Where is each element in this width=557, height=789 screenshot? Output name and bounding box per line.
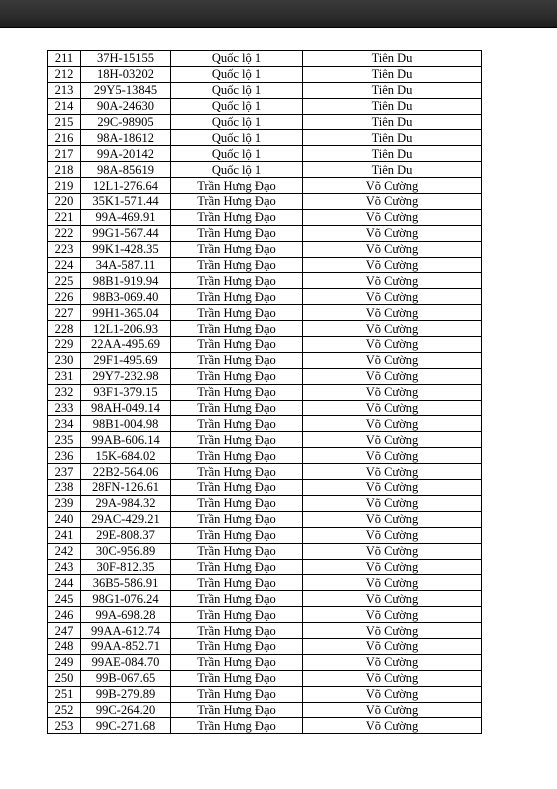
table-row (48, 98, 482, 114)
table-row (48, 670, 482, 686)
table-row (48, 225, 482, 241)
license-plate-cell: 99C-264.20 (81, 702, 171, 718)
road-name-cell: Trần Hưng Đạo (171, 559, 303, 575)
table-row (48, 702, 482, 718)
license-plate-cell: 98AH-049.14 (81, 400, 171, 416)
row-number-cell: 217 (48, 146, 81, 162)
area-name-cell: Tiên Du (303, 82, 482, 98)
row-number-cell: 241 (48, 527, 81, 543)
license-plate-cell: 37H-15155 (81, 51, 171, 67)
table-row (48, 321, 482, 337)
license-plate-cell: 22AA-495.69 (81, 337, 171, 353)
row-number-cell: 224 (48, 257, 81, 273)
road-name-cell: Trần Hưng Đạo (171, 194, 303, 210)
table-row (48, 416, 482, 432)
row-number-cell: 236 (48, 448, 81, 464)
road-name-cell: Trần Hưng Đạo (171, 480, 303, 496)
license-plate-cell: 98B1-919.94 (81, 273, 171, 289)
road-name-cell: Trần Hưng Đạo (171, 178, 303, 194)
road-name-cell: Quốc lộ 1 (171, 162, 303, 178)
license-plate-cell: 98B1-004.98 (81, 416, 171, 432)
table-row (48, 352, 482, 368)
license-plate-cell: 34A-587.11 (81, 257, 171, 273)
row-number-cell: 242 (48, 543, 81, 559)
row-number-cell: 225 (48, 273, 81, 289)
road-name-cell: Trần Hưng Đạo (171, 448, 303, 464)
road-name-cell: Trần Hưng Đạo (171, 511, 303, 527)
area-name-cell: Võ Cường (303, 194, 482, 210)
table-row (48, 527, 482, 543)
area-name-cell: Võ Cường (303, 352, 482, 368)
area-name-cell: Võ Cường (303, 432, 482, 448)
table-row (48, 432, 482, 448)
road-name-cell: Quốc lộ 1 (171, 82, 303, 98)
road-name-cell: Trần Hưng Đạo (171, 495, 303, 511)
license-plate-cell: 98A-18612 (81, 130, 171, 146)
license-plate-cell: 22B2-564.06 (81, 464, 171, 480)
license-plate-cell: 98A-85619 (81, 162, 171, 178)
row-number-cell: 228 (48, 321, 81, 337)
row-number-cell: 238 (48, 480, 81, 496)
road-name-cell: Trần Hưng Đạo (171, 337, 303, 353)
road-name-cell: Trần Hưng Đạo (171, 289, 303, 305)
table-row (48, 289, 482, 305)
road-name-cell: Quốc lộ 1 (171, 146, 303, 162)
road-name-cell: Trần Hưng Đạo (171, 527, 303, 543)
area-name-cell: Võ Cường (303, 368, 482, 384)
table-row (48, 51, 482, 67)
row-number-cell: 230 (48, 352, 81, 368)
table-row (48, 209, 482, 225)
table-row (48, 638, 482, 654)
table-row (48, 384, 482, 400)
table-row (48, 400, 482, 416)
area-name-cell: Võ Cường (303, 654, 482, 670)
row-number-cell: 249 (48, 654, 81, 670)
area-name-cell: Tiên Du (303, 162, 482, 178)
road-name-cell: Trần Hưng Đạo (171, 273, 303, 289)
road-name-cell: Trần Hưng Đạo (171, 209, 303, 225)
area-name-cell: Võ Cường (303, 495, 482, 511)
license-plate-cell: 99AA-612.74 (81, 623, 171, 639)
road-name-cell: Trần Hưng Đạo (171, 686, 303, 702)
road-name-cell: Quốc lộ 1 (171, 114, 303, 130)
license-plate-cell: 90A-24630 (81, 98, 171, 114)
license-plate-cell: 29F1-495.69 (81, 352, 171, 368)
road-name-cell: Trần Hưng Đạo (171, 654, 303, 670)
road-name-cell: Trần Hưng Đạo (171, 384, 303, 400)
area-name-cell: Võ Cường (303, 416, 482, 432)
license-plate-cell: 99H1-365.04 (81, 305, 171, 321)
road-name-cell: Trần Hưng Đạo (171, 464, 303, 480)
table-row (48, 82, 482, 98)
area-name-cell: Võ Cường (303, 178, 482, 194)
area-name-cell: Võ Cường (303, 448, 482, 464)
row-number-cell: 229 (48, 337, 81, 353)
license-plate-cell: 93F1-379.15 (81, 384, 171, 400)
table-row (48, 543, 482, 559)
road-name-cell: Trần Hưng Đạo (171, 638, 303, 654)
license-plate-cell: 98B3-069.40 (81, 289, 171, 305)
area-name-cell: Võ Cường (303, 527, 482, 543)
table-row (48, 178, 482, 194)
area-name-cell: Võ Cường (303, 305, 482, 321)
license-plate-cell: 30F-812.35 (81, 559, 171, 575)
area-name-cell: Võ Cường (303, 464, 482, 480)
row-number-cell: 231 (48, 368, 81, 384)
row-number-cell: 245 (48, 591, 81, 607)
area-name-cell: Võ Cường (303, 559, 482, 575)
table-row (48, 146, 482, 162)
road-name-cell: Trần Hưng Đạo (171, 352, 303, 368)
area-name-cell: Võ Cường (303, 670, 482, 686)
row-number-cell: 235 (48, 432, 81, 448)
road-name-cell: Trần Hưng Đạo (171, 321, 303, 337)
road-name-cell: Quốc lộ 1 (171, 66, 303, 82)
row-number-cell: 252 (48, 702, 81, 718)
row-number-cell: 234 (48, 416, 81, 432)
license-plate-cell: 99A-469.91 (81, 209, 171, 225)
table-row (48, 464, 482, 480)
area-name-cell: Võ Cường (303, 400, 482, 416)
license-plate-cell: 29Y5-13845 (81, 82, 171, 98)
table-row (48, 575, 482, 591)
row-number-cell: 253 (48, 718, 81, 734)
row-number-cell: 248 (48, 638, 81, 654)
area-name-cell: Võ Cường (303, 384, 482, 400)
area-name-cell: Võ Cường (303, 273, 482, 289)
license-plate-cell: 99B-279.89 (81, 686, 171, 702)
area-name-cell: Tiên Du (303, 66, 482, 82)
area-name-cell: Tiên Du (303, 114, 482, 130)
row-number-cell: 247 (48, 623, 81, 639)
row-number-cell: 233 (48, 400, 81, 416)
table-row (48, 607, 482, 623)
area-name-cell: Võ Cường (303, 623, 482, 639)
row-number-cell: 212 (48, 66, 81, 82)
license-plate-cell: 29Y7-232.98 (81, 368, 171, 384)
road-name-cell: Quốc lộ 1 (171, 98, 303, 114)
table-row (48, 257, 482, 273)
license-plate-cell: 98G1-076.24 (81, 591, 171, 607)
area-name-cell: Võ Cường (303, 257, 482, 273)
table-row (48, 241, 482, 257)
license-plate-cell: 99AA-852.71 (81, 638, 171, 654)
table-row (48, 559, 482, 575)
table-row (48, 162, 482, 178)
license-plate-cell: 12L1-206.93 (81, 321, 171, 337)
area-name-cell: Võ Cường (303, 607, 482, 623)
license-plate-cell: 29E-808.37 (81, 527, 171, 543)
row-number-cell: 239 (48, 495, 81, 511)
license-plate-cell: 12L1-276.64 (81, 178, 171, 194)
area-name-cell: Võ Cường (303, 225, 482, 241)
road-name-cell: Trần Hưng Đạo (171, 718, 303, 734)
table-row (48, 368, 482, 384)
row-number-cell: 244 (48, 575, 81, 591)
road-name-cell: Trần Hưng Đạo (171, 400, 303, 416)
license-plate-cell: 30C-956.89 (81, 543, 171, 559)
table-row (48, 654, 482, 670)
license-plate-cell: 99A-20142 (81, 146, 171, 162)
road-name-cell: Trần Hưng Đạo (171, 241, 303, 257)
table-row (48, 194, 482, 210)
road-name-cell: Trần Hưng Đạo (171, 607, 303, 623)
row-number-cell: 237 (48, 464, 81, 480)
license-plate-cell: 29C-98905 (81, 114, 171, 130)
table-row (48, 591, 482, 607)
license-plate-cell: 99K1-428.35 (81, 241, 171, 257)
row-number-cell: 226 (48, 289, 81, 305)
road-name-cell: Trần Hưng Đạo (171, 575, 303, 591)
area-name-cell: Võ Cường (303, 511, 482, 527)
viewer-top-bar (0, 0, 557, 28)
road-name-cell: Trần Hưng Đạo (171, 432, 303, 448)
table-row (48, 448, 482, 464)
license-plate-cell: 99G1-567.44 (81, 225, 171, 241)
license-plate-cell: 99A-698.28 (81, 607, 171, 623)
table-row (48, 623, 482, 639)
table-row (48, 273, 482, 289)
area-name-cell: Võ Cường (303, 480, 482, 496)
road-name-cell: Trần Hưng Đạo (171, 623, 303, 639)
area-name-cell: Võ Cường (303, 638, 482, 654)
row-number-cell: 250 (48, 670, 81, 686)
row-number-cell: 243 (48, 559, 81, 575)
road-name-cell: Trần Hưng Đạo (171, 368, 303, 384)
area-name-cell: Võ Cường (303, 289, 482, 305)
area-name-cell: Võ Cường (303, 337, 482, 353)
row-number-cell: 214 (48, 98, 81, 114)
license-plate-cell: 99B-067.65 (81, 670, 171, 686)
row-number-cell: 213 (48, 82, 81, 98)
row-number-cell: 223 (48, 241, 81, 257)
area-name-cell: Võ Cường (303, 718, 482, 734)
road-name-cell: Trần Hưng Đạo (171, 670, 303, 686)
road-name-cell: Trần Hưng Đạo (171, 543, 303, 559)
area-name-cell: Võ Cường (303, 591, 482, 607)
road-name-cell: Trần Hưng Đạo (171, 416, 303, 432)
row-number-cell: 221 (48, 209, 81, 225)
row-number-cell: 251 (48, 686, 81, 702)
license-plate-cell: 99C-271.68 (81, 718, 171, 734)
license-plate-cell: 29A-984.32 (81, 495, 171, 511)
row-number-cell: 222 (48, 225, 81, 241)
row-number-cell: 240 (48, 511, 81, 527)
road-name-cell: Trần Hưng Đạo (171, 257, 303, 273)
area-name-cell: Võ Cường (303, 702, 482, 718)
road-name-cell: Quốc lộ 1 (171, 130, 303, 146)
row-number-cell: 215 (48, 114, 81, 130)
table-row (48, 337, 482, 353)
license-plate-cell: 29AC-429.21 (81, 511, 171, 527)
table-row (48, 114, 482, 130)
license-plate-cell: 18H-03202 (81, 66, 171, 82)
table-row (48, 686, 482, 702)
table-row (48, 480, 482, 496)
area-name-cell: Tiên Du (303, 98, 482, 114)
license-plate-cell: 99AB-606.14 (81, 432, 171, 448)
row-number-cell: 246 (48, 607, 81, 623)
license-plate-cell: 28FN-126.61 (81, 480, 171, 496)
license-plate-cell: 35K1-571.44 (81, 194, 171, 210)
table-row (48, 495, 482, 511)
road-name-cell: Trần Hưng Đạo (171, 591, 303, 607)
area-name-cell: Tiên Du (303, 130, 482, 146)
license-plate-cell: 99AE-084.70 (81, 654, 171, 670)
area-name-cell: Võ Cường (303, 321, 482, 337)
table-row (48, 718, 482, 734)
road-name-cell: Quốc lộ 1 (171, 51, 303, 67)
row-number-cell: 232 (48, 384, 81, 400)
table-body (48, 51, 482, 734)
row-number-cell: 211 (48, 51, 81, 67)
table-row (48, 305, 482, 321)
area-name-cell: Võ Cường (303, 209, 482, 225)
row-number-cell: 216 (48, 130, 81, 146)
row-number-cell: 227 (48, 305, 81, 321)
license-plate-cell: 36B5-586.91 (81, 575, 171, 591)
row-number-cell: 218 (48, 162, 81, 178)
row-number-cell: 220 (48, 194, 81, 210)
license-plate-cell: 15K-684.02 (81, 448, 171, 464)
area-name-cell: Võ Cường (303, 241, 482, 257)
area-name-cell: Võ Cường (303, 575, 482, 591)
area-name-cell: Võ Cường (303, 543, 482, 559)
vehicle-records-table (47, 50, 482, 734)
table-row (48, 66, 482, 82)
area-name-cell: Võ Cường (303, 686, 482, 702)
road-name-cell: Trần Hưng Đạo (171, 305, 303, 321)
road-name-cell: Trần Hưng Đạo (171, 225, 303, 241)
table-row (48, 511, 482, 527)
road-name-cell: Trần Hưng Đạo (171, 702, 303, 718)
row-number-cell: 219 (48, 178, 81, 194)
table-row (48, 130, 482, 146)
area-name-cell: Tiên Du (303, 146, 482, 162)
area-name-cell: Tiên Du (303, 51, 482, 67)
